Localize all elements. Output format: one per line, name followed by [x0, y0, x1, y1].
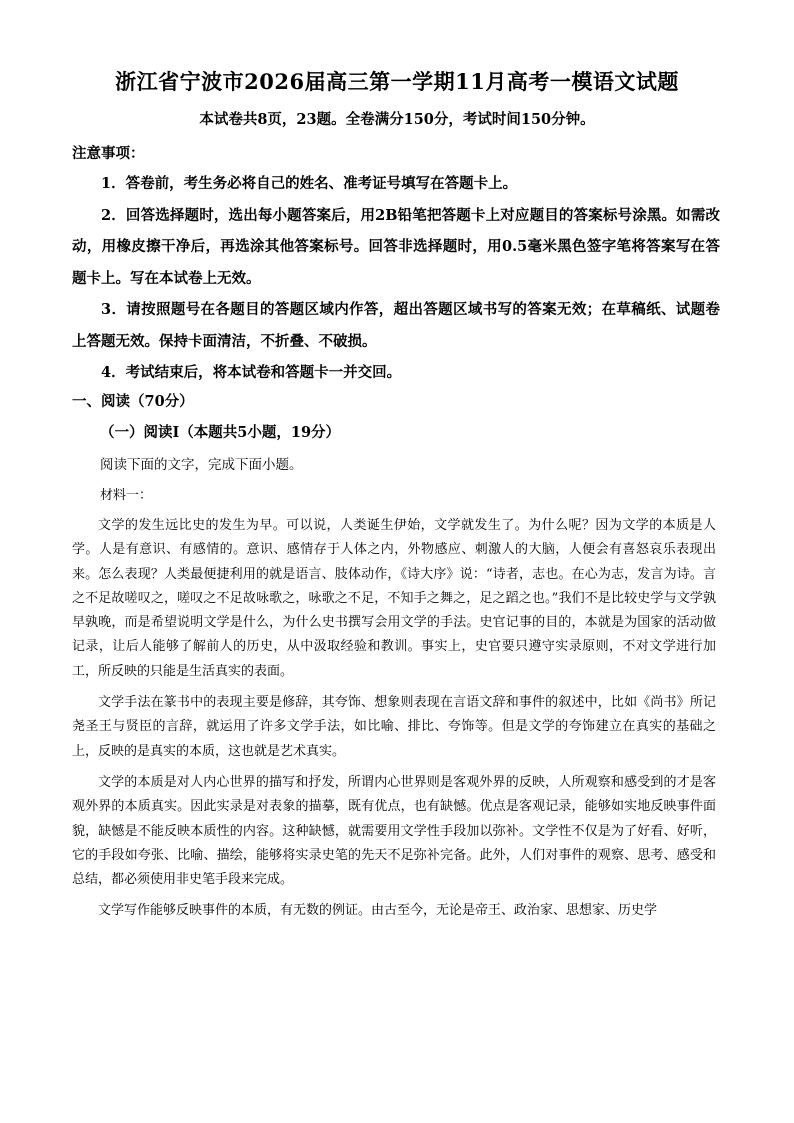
notice-item: 2．回答选择题时，选出每小题答案后，用2B铅笔把答题卡上对应题目的答案标号涂黑。如需改动，用橡皮擦干净后，再选涂其他答案标号。回答非选择题时，用0.5毫米黑色签字笔将答案写在答题卡上。写在本试卷上无效。 [72, 206, 720, 287]
material-paragraph: 文学的发生远比史的发生为早。可以说，人类诞生伊始，文学就发生了。为什么呢？因为文学的本质是人学。人是有意识、有感情的。意识、感情存于人体之内，外物感应、刺激人的大脑，人便会有喜怒哀乐表现出来。怎么表现？人类最便捷利用的就是语言、肢体动作，《诗大序》说：“诗者，志也。在心为志，发言为诗。言之不足故嗟叹之，嗟叹之不足故咏歌之，咏歌之不足，不知手之舞之，足之蹈之也。”我们不是比较史学与文学孰早孰晚，而是希望说明文学是什么，为什么史书撰写会用文学的手法。史官记事的目的，本就是为国家的活动做记录，让后人能够了解前人的历史，从中汲取经验和教训。事实上，史官要只遵守实录原则，不对文学进行加工，所反映的只能是生活真实的表面。 [72, 518, 716, 679]
subsection-heading: （一）阅读Ⅰ（本题共5小题，19分） [100, 424, 341, 441]
material-paragraph: 文学的本质是对人内心世界的描写和抒发，所谓内心世界则是客观外界的反映，人所观察和感受到的才是客观外界的本质真实。因此实录是对表象的描摹，既有优点，也有缺憾。优点是客观记录，能够如实地反映事件面貌，缺憾是不能反映本质性的内容。这种缺憾，就需要用文学性手段加以弥补。文学性不仅是为了好看、好听，它的手段如夸张、比喻、描绘，能够将实录史笔的先天不足弥补完备。此外，人们对事件的观察、思考、感受和总结，都必须使用非史笔手段来完成。 [72, 774, 716, 888]
exam-title: 浙江省宁波市2026届高三第一学期11月高考一模语文试题 [115, 69, 679, 94]
notice-item: 4．考试结束后，将本试卷和答题卡一并交回。 [101, 364, 402, 381]
notice-item: 1．答卷前，考生务必将自己的姓名、准考证号填写在答题卡上。 [101, 175, 518, 192]
reading-instruction: 阅读下面的文字，完成下面小题。 [100, 457, 303, 473]
material-paragraph: 文学写作能够反映事件的本质，有无数的例证。由古至今，无论是帝王、政治家、思想家、历史学 [98, 903, 658, 919]
notice-heading: 注意事项： [72, 145, 145, 162]
notice-list [72, 168, 720, 389]
section-heading: 一、阅读（70分） [72, 393, 194, 410]
material-label: 材料一： [100, 488, 153, 503]
notice-item: 3．请按照题号在各题目的答题区域内作答，超出答题区域书写的答案无效；在草稿纸、试题卷上答题无效。保持卡面清洁，不折叠、不破损。 [72, 301, 720, 350]
material-text [72, 514, 716, 931]
material-paragraph: 文学手法在篆书中的表现主要是修辞，其夸饰、想象则表现在言语文辞和事件的叙述中，比如《尚书》所记尧圣王与贤臣的言辞，就运用了许多文学手法，如比喻、排比、夸饰等。但是文学的夸饰建立在真实的基础之上，反映的是真实的本质，这也就是艺术真实。 [72, 695, 716, 759]
exam-subtitle: 本试卷共8页，23题。全卷满分150分，考试时间150分钟。 [199, 111, 595, 128]
